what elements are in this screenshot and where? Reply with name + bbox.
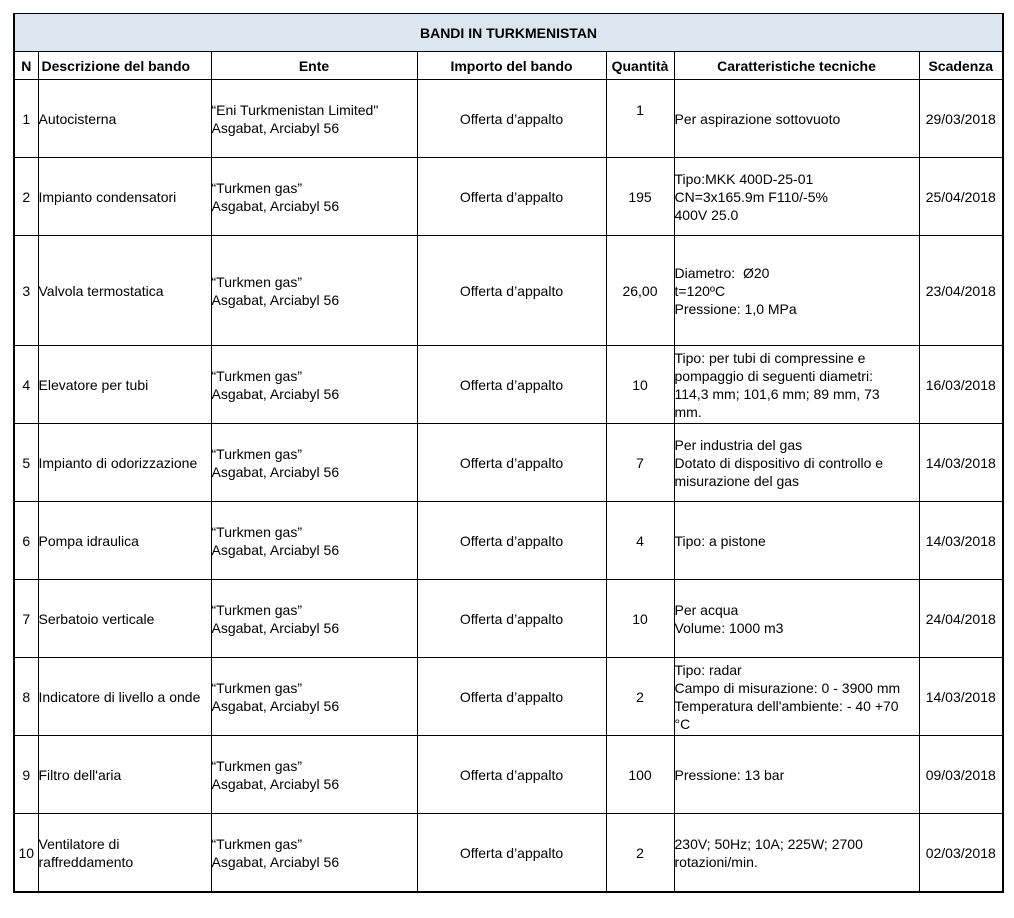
row-scadenza: 02/03/2018 — [919, 814, 1003, 893]
row-scadenza: 14/03/2018 — [919, 424, 1003, 502]
descrizione-line: Elevatore per tubi — [38, 376, 149, 393]
row-caratteristiche — [674, 658, 919, 736]
descrizione-line: Pompa idraulica — [38, 532, 139, 549]
row-importo: Offerta d’appalto — [417, 346, 606, 424]
row-scadenza: 24/04/2018 — [919, 580, 1003, 658]
table-row — [14, 580, 1003, 658]
row-caratteristiche — [674, 814, 919, 893]
descrizione-line: Autocisterna — [38, 110, 117, 127]
row-caratteristiche — [674, 424, 919, 502]
row-importo: Offerta d’appalto — [417, 158, 606, 236]
caratteristiche-line: misurazione del gas — [674, 472, 800, 489]
ente-line: Asgabat, Arciabyl 56 — [211, 541, 340, 558]
quantita-value: 4 — [636, 532, 644, 549]
row-ente — [211, 580, 417, 658]
row-importo: Offerta d’appalto — [417, 736, 606, 814]
descrizione-line: Serbatoio verticale — [38, 610, 155, 627]
caratteristiche-line: 114,3 mm; 101,6 mm; 89 mm, 73 — [674, 385, 880, 402]
table-row — [14, 346, 1003, 424]
ente-line: “Turkmen gas” — [211, 523, 303, 540]
row-ente — [211, 736, 417, 814]
row-scadenza: 14/03/2018 — [919, 658, 1003, 736]
row-descrizione — [38, 502, 211, 580]
row-importo: Offerta d’appalto — [417, 80, 606, 158]
caratteristiche-line: Temperatura dell'ambiente: - 40 +70 — [674, 697, 899, 714]
row-importo: Offerta d’appalto — [417, 580, 606, 658]
table-title: BANDI IN TURKMENISTAN — [14, 14, 1003, 52]
row-descrizione — [38, 658, 211, 736]
row-importo: Offerta d’appalto — [417, 814, 606, 893]
row-ente — [211, 502, 417, 580]
ente-line: “Turkmen gas” — [211, 273, 303, 290]
ente-line: “Turkmen gas” — [211, 179, 303, 196]
header-importo: Importo del bando — [417, 52, 606, 80]
row-quantita — [606, 424, 674, 502]
row-descrizione — [38, 814, 211, 893]
caratteristiche-line: Pressione: 1,0 MPa — [674, 300, 797, 317]
quantita-value: 2 — [636, 688, 644, 705]
caratteristiche-line: Pressione: 13 bar — [674, 766, 785, 783]
ente-line: “Turkmen gas” — [211, 367, 303, 384]
row-descrizione — [38, 236, 211, 346]
header-row — [14, 52, 1003, 80]
row-quantita — [606, 346, 674, 424]
row-quantita — [606, 814, 674, 893]
table-row — [14, 158, 1003, 236]
row-scadenza: 25/04/2018 — [919, 158, 1003, 236]
row-ente — [211, 658, 417, 736]
bandi-table — [13, 13, 1004, 893]
descrizione-line: raffreddamento — [38, 853, 134, 870]
row-importo: Offerta d’appalto — [417, 658, 606, 736]
ente-line: Asgabat, Arciabyl 56 — [211, 197, 340, 214]
row-descrizione — [38, 580, 211, 658]
row-number: 7 — [14, 580, 38, 658]
row-descrizione — [38, 736, 211, 814]
row-ente — [211, 80, 417, 158]
table-row — [14, 502, 1003, 580]
row-number: 1 — [14, 80, 38, 158]
row-caratteristiche — [674, 580, 919, 658]
row-scadenza: 14/03/2018 — [919, 502, 1003, 580]
caratteristiche-line: Tipo:MKK 400D-25-01 — [674, 170, 814, 187]
quantita-value: 10 — [632, 376, 648, 393]
header-quantita: Quantità — [606, 52, 674, 80]
row-importo: Offerta d’appalto — [417, 236, 606, 346]
header-scadenza: Scadenza — [919, 52, 1003, 80]
row-number: 10 — [14, 814, 38, 893]
ente-line: Asgabat, Arciabyl 56 — [211, 385, 340, 402]
caratteristiche-line: Campo di misurazione: 0 - 3900 mm — [674, 679, 901, 696]
descrizione-line: Filtro dell'aria — [38, 766, 122, 783]
quantita-value: 1 — [636, 101, 644, 118]
row-ente — [211, 346, 417, 424]
ente-line: Asgabat, Arciabyl 56 — [211, 775, 340, 792]
header-ente: Ente — [211, 52, 417, 80]
row-number: 2 — [14, 158, 38, 236]
header-descrizione: Descrizione del bando — [38, 52, 211, 80]
caratteristiche-line: CN=3x165.9m F110/-5% — [674, 188, 828, 205]
quantita-value: 26,00 — [622, 282, 658, 299]
row-caratteristiche — [674, 80, 919, 158]
row-descrizione — [38, 80, 211, 158]
row-number: 4 — [14, 346, 38, 424]
ente-line: Asgabat, Arciabyl 56 — [211, 697, 340, 714]
table-row — [14, 236, 1003, 346]
ente-line: “Turkmen gas” — [211, 445, 303, 462]
caratteristiche-line: Per acqua — [674, 601, 739, 618]
caratteristiche-line: 400V 25.0 — [674, 206, 739, 223]
row-quantita — [606, 736, 674, 814]
row-scadenza: 23/04/2018 — [919, 236, 1003, 346]
row-ente — [211, 424, 417, 502]
ente-line: “Turkmen gas” — [211, 757, 303, 774]
row-caratteristiche — [674, 736, 919, 814]
row-ente — [211, 814, 417, 893]
row-scadenza: 29/03/2018 — [919, 80, 1003, 158]
caratteristiche-line: mm. — [674, 403, 702, 420]
table-row — [14, 814, 1003, 893]
row-number: 3 — [14, 236, 38, 346]
table-row — [14, 424, 1003, 502]
ente-line: Asgabat, Arciabyl 56 — [211, 291, 340, 308]
caratteristiche-line: Tipo: per tubi di compressine e — [674, 349, 866, 366]
row-caratteristiche — [674, 346, 919, 424]
header-caratteristiche: Caratteristiche tecniche — [674, 52, 919, 80]
ente-line: “Turkmen gas” — [211, 679, 303, 696]
table-row — [14, 736, 1003, 814]
descrizione-line: Impianto condensatori — [38, 188, 177, 205]
descrizione-line: Impianto di odorizzazione — [38, 454, 198, 471]
caratteristiche-line: Dotato di dispositivo di controllo e — [674, 454, 884, 471]
quantita-value: 100 — [628, 766, 652, 783]
descrizione-line: Ventilatore di — [38, 835, 120, 852]
row-scadenza: 09/03/2018 — [919, 736, 1003, 814]
row-quantita — [606, 236, 674, 346]
row-caratteristiche — [674, 236, 919, 346]
caratteristiche-line: t=120ºC — [674, 282, 726, 299]
row-quantita — [606, 580, 674, 658]
table-row — [14, 80, 1003, 158]
row-quantita — [606, 80, 674, 158]
caratteristiche-line: Tipo: a pistone — [674, 532, 766, 549]
descrizione-line: Valvola termostatica — [38, 282, 164, 299]
header-n: N — [14, 52, 38, 80]
quantita-value: 10 — [632, 610, 648, 627]
table-row — [14, 658, 1003, 736]
row-importo: Offerta d’appalto — [417, 424, 606, 502]
caratteristiche-line: rotazioni/min. — [674, 853, 758, 870]
row-scadenza: 16/03/2018 — [919, 346, 1003, 424]
caratteristiche-line: pompaggio di seguenti diametri: — [674, 367, 873, 384]
row-quantita — [606, 658, 674, 736]
ente-line: Asgabat, Arciabyl 56 — [211, 853, 340, 870]
row-number: 9 — [14, 736, 38, 814]
quantita-value: 195 — [628, 188, 652, 205]
ente-line: Asgabat, Arciabyl 56 — [211, 619, 340, 636]
ente-line: “Turkmen gas” — [211, 835, 303, 852]
row-ente — [211, 158, 417, 236]
quantita-value: 2 — [636, 844, 644, 861]
caratteristiche-line: Diametro: Ø20 — [674, 264, 770, 281]
row-descrizione — [38, 346, 211, 424]
row-caratteristiche — [674, 502, 919, 580]
caratteristiche-line: Tipo: radar — [674, 661, 742, 678]
row-number: 5 — [14, 424, 38, 502]
ente-line: “Turkmen gas” — [211, 601, 303, 618]
ente-line: “Eni Turkmenistan Limited" — [211, 101, 379, 118]
ente-line: Asgabat, Arciabyl 56 — [211, 119, 340, 136]
row-quantita — [606, 158, 674, 236]
row-number: 6 — [14, 502, 38, 580]
caratteristiche-line: 230V; 50Hz; 10A; 225W; 2700 — [674, 835, 863, 852]
caratteristiche-line: Volume: 1000 m3 — [674, 619, 784, 636]
descrizione-line: Indicatore di livello a onde — [38, 688, 201, 705]
row-quantita — [606, 502, 674, 580]
row-importo: Offerta d’appalto — [417, 502, 606, 580]
row-descrizione — [38, 424, 211, 502]
quantita-value: 7 — [636, 454, 644, 471]
caratteristiche-line: Per aspirazione sottovuoto — [674, 110, 841, 127]
row-descrizione — [38, 158, 211, 236]
row-ente — [211, 236, 417, 346]
caratteristiche-line: Per industria del gas — [674, 436, 803, 453]
row-caratteristiche — [674, 158, 919, 236]
row-number: 8 — [14, 658, 38, 736]
ente-line: Asgabat, Arciabyl 56 — [211, 463, 340, 480]
caratteristiche-line: °C — [674, 715, 691, 732]
